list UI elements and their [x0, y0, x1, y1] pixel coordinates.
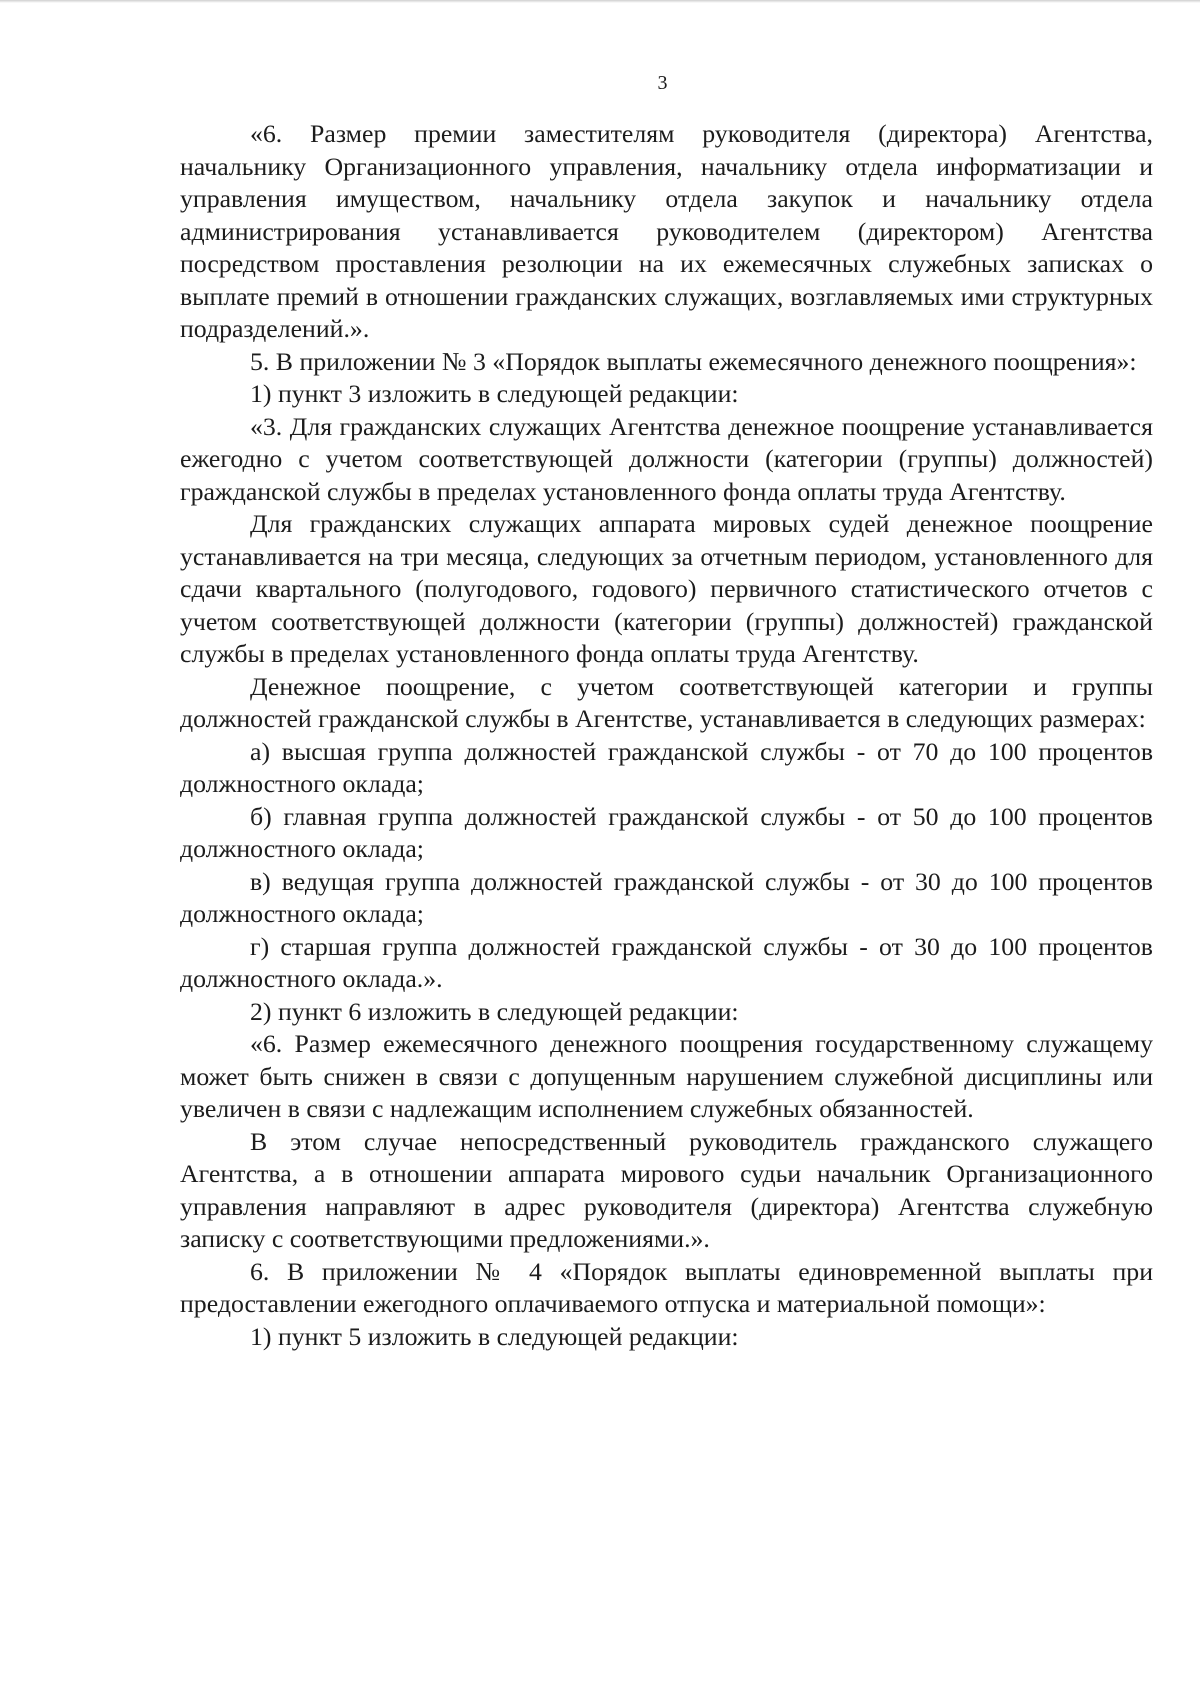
- list-item-highest-group: а) высшая группа должностей гражданской службы - от 70 до 100 процентов должностного оклада;: [180, 736, 1153, 798]
- paragraph-item-6: 6. В приложении № 4 «Порядок выплаты единовременной выплаты при предоставлении ежегодного оплачиваемого отпуска и материальной помощи»:: [180, 1256, 1153, 1318]
- paragraph-point-3-text: «3. Для гражданских служащих Агентства денежное поощрение устанавливается ежегодно с учетом соответствующей должности (категории (группы) должностей) гражданской службы в пределах установленного фонда оплаты труда Агентству.: [180, 411, 1153, 506]
- paragraph-amounts-intro: Денежное поощрение, с учетом соответствующей категории и группы должностей гражданской службы в Агентстве, устанавливается в следующих размерах:: [180, 671, 1153, 733]
- page-number: 3: [657, 72, 668, 94]
- paragraph-point-6-text: «6. Размер ежемесячного денежного поощрения государственному служащему может быть снижен в связи с допущенным нарушением служебной дисциплины или увеличен в связи с надлежащим исполнением служебных обязанностей.: [180, 1029, 1153, 1123]
- paragraph-subitem-1-point-5: 1) пункт 5 изложить в следующей редакции:: [250, 1321, 739, 1351]
- paragraph-item-5: 5. В приложении № 3 «Порядок выплаты ежемесячного денежного поощрения»:: [250, 346, 1137, 376]
- paragraph-direct-manager: В этом случае непосредственный руководитель гражданского служащего Агентства, а в отношении аппарата мирового судьи начальник Организационного управления направляют в адрес руководителя (директора) Агентства служебную записку с соответствующими предложениями.».: [180, 1126, 1153, 1253]
- paragraph-premium-size: «6. Размер премии заместителям руководителя (директора) Агентства, начальнику Организационного управления, начальнику отдела информатизации и управления имуществом, начальнику отдела закупок и начальнику отдела администрирования устанавливается руководителем (директором) Агентства посредством проставления резолюции на их ежемесячных служебных записках о выплате премий в отношении гражданских служащих, возглавляемых ими структурных подразделений.».: [180, 119, 1153, 343]
- list-item-main-group: б) главная группа должностей гражданской службы - от 50 до 100 процентов должностного оклада;: [180, 801, 1153, 863]
- paragraph-subitem-1-point-3: 1) пункт 3 изложить в следующей редакции:: [250, 379, 739, 408]
- document-body: [180, 118, 1153, 1353]
- scan-edge: [0, 0, 1200, 3]
- paragraph-subitem-2-point-6: 2) пункт 6 изложить в следующей редакции:: [250, 996, 739, 1026]
- paragraph-judges-staff: Для гражданских служащих аппарата мировых судей денежное поощрение устанавливается на три месяца, следующих за отчетным периодом, установленного для сдачи квартального (полугодового, годового) первичного статистического отчетов с учетом соответствующей должности (категории (группы) должностей) гражданской службы в пределах установленного фонда оплаты труда Агентству.: [180, 509, 1153, 668]
- list-item-leading-group: в) ведущая группа должностей гражданской службы - от 30 до 100 процентов должностного оклада;: [180, 866, 1153, 928]
- list-item-senior-group: г) старшая группа должностей гражданской службы - от 30 до 100 процентов должностного оклада.».: [180, 931, 1153, 993]
